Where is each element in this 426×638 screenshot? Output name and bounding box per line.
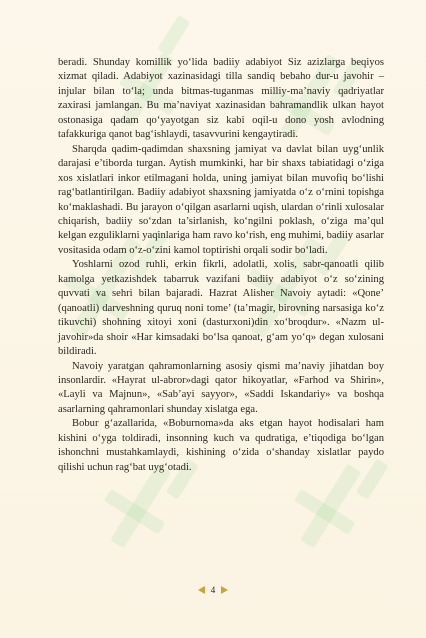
paragraph: Yoshlarni ozod ruhli, erkin fikrli, adolatli, xolis, sabr-qanoatli qilib kamolga yetkazishdek tabarruk vazifani badiiy adabiyot o‘z so‘zining quvvati va sehri bilan bajaradi. Hazrat Alisher Navoiy aytadi: «Qone’ (qanoatli) darveshning quruq noni tome’ (ta’magir, birovning narsasiga ko‘z tikuvchi) shohning xitoyi xoni (dasturxoni)din xo‘broqdur». «Nazm ul-javohir»da shoir «Har kimsadaki bo‘lsa qanoat, g‘am yo‘q» degan xulosani bildiradi.	[58, 259, 384, 358]
paragraph: beradi. Shunday komillik yo‘lida badiiy adabiyot Siz azizlarga beqiyos xizmat qiladi. Adabiyot xazinasidagi tilla sandiq bebaho dur-u javohir – injular bilan to‘la; unda bitmas-tuganmas milliy-ma’naviy qadriyatlar zaxirasi jamlangan. Bu ma’naviyat xazinasidan bahramandlik ulkan hayot ostonasiga qadam qo‘yayotgan siz kabi oqil-u dono yosh avlodning tafakkuriga qanot bag‘ishlaydi, tasavvurini kengaytiradi.	[58, 57, 384, 141]
paragraph: Sharqda qadim-qadimdan shaxsning jamiyat va davlat bilan uyg‘unlik darajasi e’tiborda turgan. Aytish mumkinki, har bir shaxs tabiatidagi o‘ziga xos xislatlari inkor etilmagani holda, uning jamiyat bilan muvofiq bo‘lishi rag‘batlantirilgan. Badiiy adabiyot shaxsning jamiyatda o‘z o‘rnini topishga ko‘maklashadi. Bu jarayon o‘qilgan asarlarni uqish, ulardan o‘rinli xulosalar chiqarish, badiiy so‘zdan ta’sirlanish, ko‘ngilni poklash, o‘ziga ma’qul kelgan ezguliklarni yaqinlariga ham ravo ko‘rish, eng muhimi, badiiy asarlar vositasida odam o‘z-o‘zini kamol toptirishi orqali sodir bo‘ladi.	[58, 143, 384, 256]
page-number: 4	[210, 585, 216, 595]
body-text	[58, 56, 384, 475]
paragraph: Bobur g‘azallarida, «Boburnoma»da aks etgan hayot hodisalari ham kishini o‘yga toldiradi, insonning kuch va qudratiga, e’tiqodiga bo‘lgan ishonchni mustahkamlaydi, kishining o‘zida o‘shanday xislatlar paydo qilishi uchun rag‘bat uyg‘otadi.	[58, 418, 384, 473]
page-footer	[0, 583, 426, 597]
left-arrow-icon	[198, 586, 205, 594]
paragraph: Navoiy yaratgan qahramonlarning asosiy qismi ma’naviy jihatdan boy insonlardir. «Hayrat ul-abror»dagi qator hikoyatlar, «Farhod va Shirin», «Layli va Majnun», «Sab’ayi sayyor», «Saddi Iskandariy» va boshqa asarlarning qahramonlari shunday xislatga ega.	[58, 360, 384, 415]
right-arrow-icon	[221, 586, 228, 594]
